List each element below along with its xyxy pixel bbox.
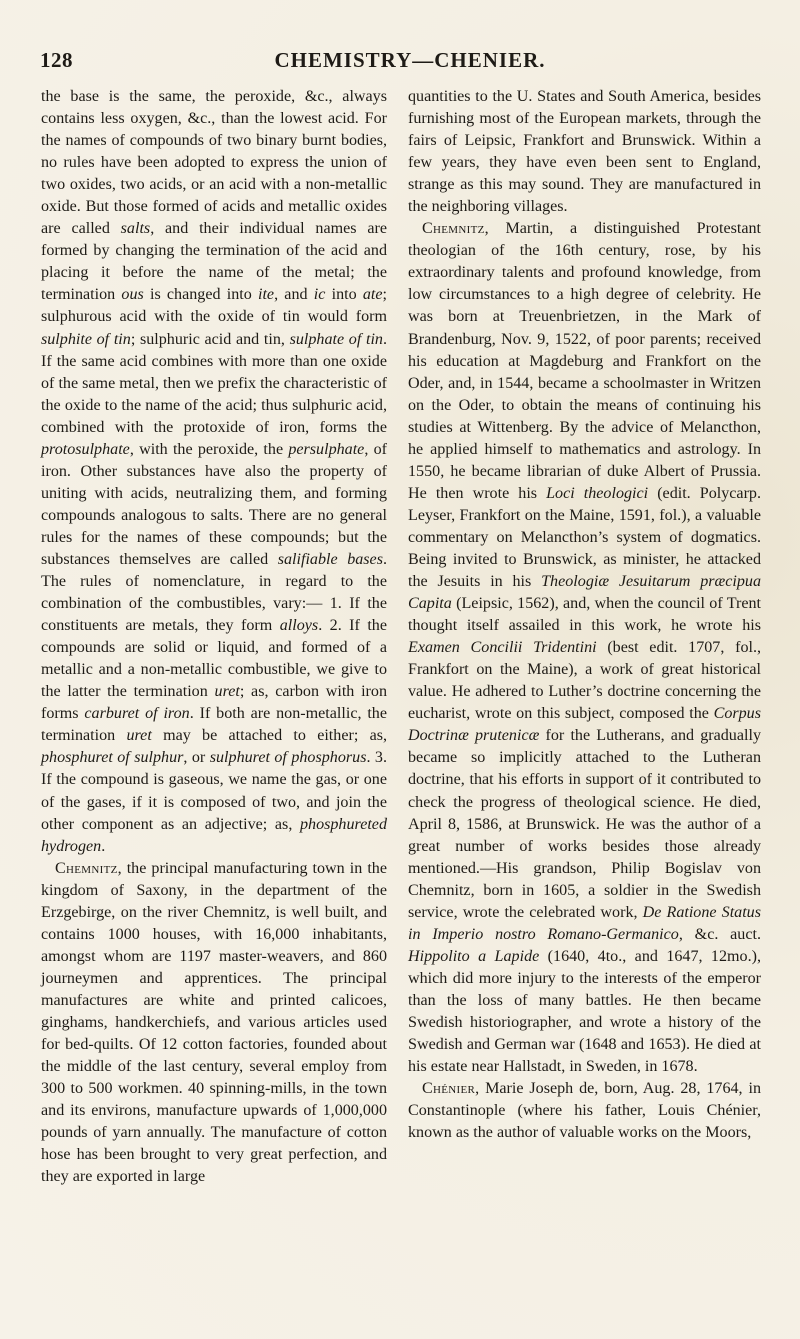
text-run: , Marie Joseph de, born, Aug. 28, 1764, in Constantinople (where his father, Louis Chénier, known as the author of valuable works on the Moors,: [408, 1080, 761, 1142]
italic-text-run: alloys: [279, 617, 319, 635]
text-run: is changed into: [143, 286, 258, 304]
text-run: . The rules of nomenclature, in regard to the combination of the combustibles, vary:— 1. If the constituents are metals, they form: [41, 550, 387, 635]
italic-text-run: uret: [126, 727, 152, 745]
page-number: 128: [40, 48, 73, 72]
text-run: (edit. Polycarp. Leyser, Frankfort on the Maine, 1591, fol.), a valuable commentary on Melancthon’s system of dogmatics. Being invited to Brunswick, as minister, he attacked the Jesuits in his: [408, 484, 761, 591]
text-run: .: [101, 837, 106, 855]
text-run: , and: [274, 286, 314, 304]
chemnitz-martin-entry: [408, 218, 761, 1078]
italic-text-run: De Ratione Status in Imperio nostro Romano-Germanico: [408, 903, 761, 943]
text-run: , with the peroxide, the: [129, 440, 289, 458]
italic-text-run: salifiable bases: [277, 550, 383, 568]
italic-text-run: ous: [121, 286, 144, 304]
italic-text-run: salts: [120, 220, 151, 238]
italic-text-run: protosulphate: [41, 440, 130, 458]
chemistry-nomenclature-paragraph: [41, 86, 387, 858]
entry-headword: Chemnitz: [55, 859, 118, 877]
text-run: (1640, 4to., and 1647, 12mo.), which did more injury to the interests of the emperor than the loss of many battles. He then became Swedish historiographer, and wrote a history of the Swedish and German war (1648 and 1653). He died at his estate near Hallstadt, in Sweden, in 1678.: [408, 947, 761, 1076]
italic-text-run: phosphureted hydrogen: [41, 815, 387, 855]
running-head: CHEMISTRY—CHENIER.: [274, 48, 546, 72]
text-run: ; sulphuric acid and tin,: [130, 330, 290, 348]
text-run: . If the same acid combines with more than one oxide of the same metal, then we prefix the characteristic of the oxide to the name of the acid; thus sulphuric acid, combined with the protoxide of iron, forms the: [41, 330, 388, 436]
italic-text-run: Examen Concilii Tridentini: [408, 639, 597, 657]
text-run: into: [325, 286, 363, 304]
right-column: [408, 86, 761, 1144]
chemnitz-town-entry: [41, 858, 387, 1189]
text-run: , the principal manufacturing town in the kingdom of Saxony, in the department of the Erzgebirge, on the river Chemnitz, is well built, and contains 1000 houses, with 16,000 inhabitants, amongst whom are 1197 master-weavers, and 860 journeymen and apprentices. The principal manufactures are white and printed calicoes, ginghams, handkerchiefs, and various articles used for bed-quilts. Of 12 cotton factories, founded about the middle of the last century, several employ from 300 to 500 workmen. 40 spinning-mills, in the town and its environs, manufacture upwards of 1,000,000 pounds of yarn annually. The manufacture of cotton hose has been brought to very great perfection, and they are exported in large: [41, 859, 387, 1186]
italic-text-run: ic: [313, 286, 326, 304]
italic-text-run: Hippolito a Lapide: [408, 947, 540, 965]
italic-text-run: uret: [214, 683, 240, 701]
text-run: quantities to the U. States and South America, besides furnishing most of the European markets, through the fairs of Leipsic, Frankfort and Brunswick. Within a few years, they have even been sent to England, strange as this may sound. They are manufactured in the neighboring villages.: [408, 88, 761, 216]
text-run: , and their individual names are formed by changing the termination of the acid and placing it before the name of the metal; the termination: [41, 220, 387, 304]
chenier-entry: [408, 1078, 761, 1144]
italic-text-run: ate: [362, 286, 383, 304]
text-run: , &c. auct.: [678, 925, 761, 943]
text-run: may be attached to either; as,: [151, 727, 387, 745]
chemnitz-town-entry-continued: [408, 86, 761, 218]
italic-text-run: Corpus Doctrinæ prutenicæ: [408, 705, 761, 745]
text-run: , or: [183, 749, 210, 767]
italic-text-run: persulphate: [288, 440, 365, 458]
italic-text-run: sulphuret of phosphorus: [209, 749, 367, 767]
text-run: ; sulphurous acid with the oxide of tin would form: [41, 286, 387, 326]
text-run: the base is the same, the peroxide, &c., always contains less oxygen, &c., than the lowest acid. For the names of compounds of two binary burnt bodies, no rules have been adopted to express the union of two oxides, two acids, or an acid with a non-metallic oxide. But those formed of acids and metallic oxides are called: [41, 88, 387, 238]
text-run: for the Lutherans, and gradually became so implicitly attached to the Lutheran doctrine, that his efforts in support of it contributed to check the progress of theological science. He died, April 8, 1586, at Brunswick. He was the author of a great number of works besides those already mentioned.—His grandson, Philip Bogislav von Chemnitz, born in 1605, a soldier in the Swedish service, wrote the celebrated work,: [408, 727, 761, 921]
left-column: [41, 86, 387, 1188]
italic-text-run: sulphate of tin: [289, 330, 383, 348]
text-run: . 3. If the compound is gaseous, we name the gas, or one of the gases, if it is composed of two, and join the other component as an adjective; as,: [41, 749, 388, 833]
page-header: [40, 48, 780, 78]
text-run: (Leipsic, 1562), and, when the council of Trent thought itself assailed in this work, he wrote his: [408, 595, 761, 635]
text-run: , of iron. Other substances have also the property of uniting with acids, neutralizing them, and forming compounds analogous to salts. There are no general rules for the names of these compounds; but the substances themselves are called: [41, 440, 387, 568]
italic-text-run: Loci theologici: [546, 484, 649, 502]
text-run: , Martin, a distinguished Protestant theologian of the 16th century, rose, by his extraordinary talents and profound knowledge, from low circumstances to a high degree of celebrity. He was born at Treuenbrietzen, in the Mark of Brandenburg, Nov. 9, 1522, of poor parents; received his education at Magdeburg and Frankfort on the Oder, and, in 1544, became a schoolmaster in Writzen on the Oder, to obtain the means of continuing his studies at Wittenberg. By the advice of Melancthon, he applied himself to mathematics and astrology. In 1550, he became librarian of duke Albert of Prussia. He then wrote his: [408, 220, 761, 502]
entry-headword: Chemnitz: [422, 220, 485, 238]
italic-text-run: phosphuret of sulphur: [41, 749, 184, 767]
italic-text-run: sulphite of tin: [41, 330, 131, 348]
text-run: (best edit. 1707, fol., Frankfort on the Maine), a work of great historical value. He adhered to Luther’s doctrine concerning the eucharist, wrote on this subject, composed the: [408, 639, 762, 723]
text-run: . 2. If the compounds are solid or liquid, and formed of a metallic and a non-metallic combustible, we give to the latter the termination: [41, 617, 387, 701]
text-run: . If both are non-metallic, the termination: [41, 705, 387, 745]
entry-headword: Chénier: [422, 1080, 476, 1098]
italic-text-run: ite: [257, 286, 275, 304]
italic-text-run: carburet of iron: [84, 705, 190, 723]
italic-text-run: Theologiæ Jesuitarum præcipua Capita: [408, 573, 761, 613]
text-run: ; as, carbon with iron forms: [41, 683, 387, 723]
